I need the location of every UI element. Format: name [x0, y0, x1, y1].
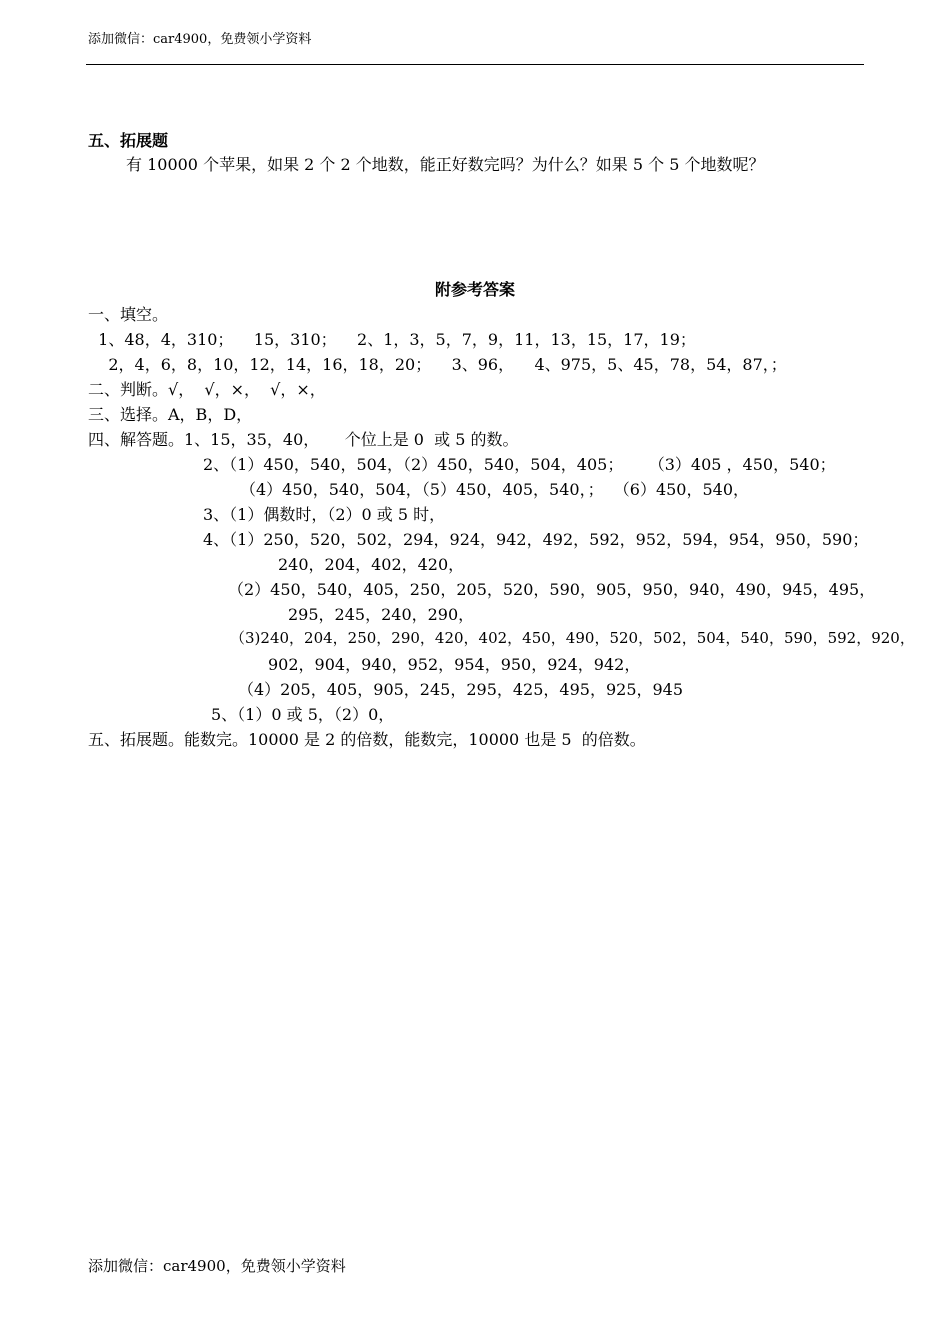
answer-line: 5、（1）0 或 5，（2）0， [211, 705, 395, 724]
answer-line: 五、拓展题。能数完。10000 是 2 的倍数，能数完，10000 也是 5 的倍数。 [88, 730, 646, 749]
answer-line: 2、（1）450，540，504，（2）450，540，504，405； （3）405 ，450，540； [203, 455, 836, 474]
answer-line: （3)240，204，250，290，420，402，450，490，520，502，504，540，590，592，920， [230, 629, 915, 647]
answers-title: 附参考答案 [434, 280, 515, 299]
answer-line: （4）205，405，905，245，295，425，495，925，945 [238, 680, 684, 699]
answer-line: 4、（1）250，520，502，294，924，942，492，592，952，594，954，950，590； [203, 530, 869, 549]
answer-line: 902，904，940，952，954，950，924，942， [268, 655, 641, 674]
answer-line: 1、48，4，310； 15，310； 2、1，3，5，7，9，11，13，15，17，19； [88, 330, 696, 349]
page-footer: 添加微信：car4900，免费领小学资料 [88, 1257, 346, 1275]
answer-line: 295，245，240，290， [288, 605, 475, 624]
answer-line: （4）450，540，504，（5）450，405，540，； （6）450，540， [240, 480, 750, 499]
answer-line: 240，204，402，420， [278, 555, 465, 574]
page-header: 添加微信：car4900，免费领小学资料 [88, 32, 312, 47]
answer-line: 三、选择。A，B，D， [88, 405, 253, 424]
section-title-extension: 五、拓展题 [88, 131, 169, 150]
answer-line: 二、判断。√， √，×， √，×， [88, 380, 326, 399]
answer-line: 2，4，6，8，10，12，14，16，18，20； 3、96， 4、975，5、45，78，54，87，； [88, 355, 787, 374]
answer-line: 一、填空。 [88, 305, 169, 324]
header-divider [86, 64, 864, 65]
answer-line: （2）450，540，405，250，205，520，590，905，950，940，490，945，495， [228, 580, 876, 599]
extension-question: 有 10000 个苹果，如果 2 个 2 个地数，能正好数完吗？为什么？如果 5 个 5 个地数呢？ [126, 155, 765, 174]
answer-line: 四、解答题。1、15，35，40， 个位上是 0 或 5 的数。 [88, 430, 519, 449]
answer-line: 3、（1）偶数时，（2）0 或 5 时， [203, 505, 446, 524]
